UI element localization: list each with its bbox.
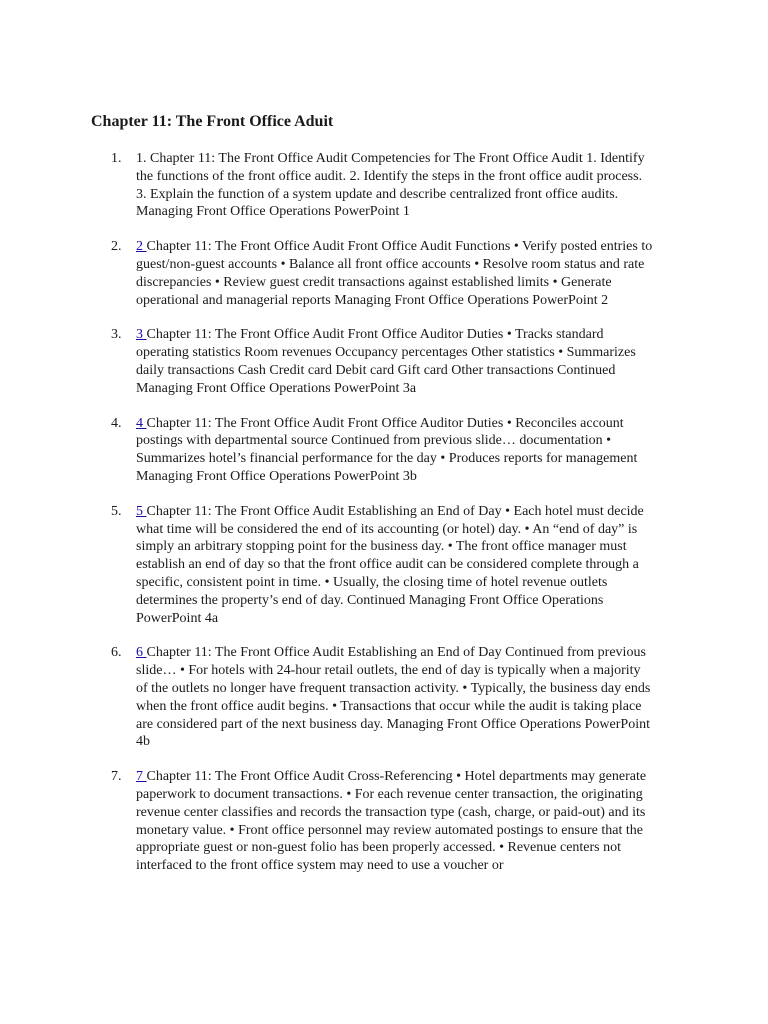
list-item-text: Chapter 11: The Front Office Audit Cross-Referencing • Hotel departments may generate paperwork to document transactions. • For each revenue center transaction, the originating revenue center classifies and records the transaction type (cash, charge, or paid-out) and its monetary value. • Front office personnel may review automated postings to ensure that the appropriate guest or non-guest folio has been properly accessed. • Revenue centers not interfaced to the front office system may need to use a voucher or: [136, 769, 647, 874]
slide-link[interactable]: 5: [136, 503, 143, 519]
list-item: [0, 150, 654, 221]
list-item-number: 7.: [111, 769, 122, 785]
slide-link[interactable]: 2: [136, 239, 143, 255]
list-item: [0, 326, 654, 397]
list-item-text: Chapter 11: The Front Office Audit Front Office Auditor Duties • Tracks standard operating statistics Room revenues Occupancy percentages Other statistics • Summarizes daily transactions Cash Credit card Debit card Gift card Other transactions Continued Managing Front Office Operations PowerPoint 3a: [136, 327, 636, 396]
list-item-text: Chapter 11: The Front Office Audit Front Office Audit Functions • Verify posted entries to guest/non-guest accounts • Balance all front office accounts • Resolve room status and rate discrepancies • Review guest credit transactions against established limits • Generate operational and managerial reports Managing Front Office Operations PowerPoint 2: [136, 239, 653, 308]
list-item: [0, 238, 654, 309]
list-item: [0, 415, 654, 486]
slide-link[interactable]: 7: [136, 769, 143, 785]
list-item-number: 6.: [111, 645, 122, 661]
list-item-number: 3.: [111, 327, 122, 343]
slide-link[interactable]: 3: [136, 327, 143, 343]
slide-link[interactable]: 4: [136, 415, 143, 431]
list-item: [0, 644, 654, 751]
list-item-text: Chapter 11: The Front Office Audit Establishing an End of Day • Each hotel must decide what time will be considered the end of its accounting (or hotel) day. • An “end of day” is simply an arbitrary stopping point for the business day. • The front office manager must establish an end of day so that the front office audit can be considered complete through a specific, consistent point in time. • Usually, the closing time of hotel revenue outlets determines the property’s end of day. Continued Managing Front Office Operations PowerPoint 4a: [136, 503, 644, 626]
list-item-number: 1.: [111, 151, 122, 166]
slide-link[interactable]: 6: [136, 645, 143, 661]
list-item-number: 2.: [111, 239, 122, 255]
document-title: Chapter 11: The Front Office Aduit: [91, 113, 334, 130]
list-item-text: 1. Chapter 11: The Front Office Audit Competencies for The Front Office Audit 1. Identify the functions of the front office audit. 2. Identify the steps in the front office audit process. 3. Explain the function of a system update and describe centralized front office audits. Managing Front Office Operations PowerPoint 1: [136, 151, 645, 220]
list-item-number: 5.: [111, 503, 122, 519]
list-item-number: 4.: [111, 415, 122, 431]
list-item: [0, 503, 654, 628]
slide-list: [0, 150, 768, 892]
list-item-text: Chapter 11: The Front Office Audit Front Office Auditor Duties • Reconciles account postings with departmental source Continued from previous slide… documentation • Summarizes hotel’s financial performance for the day • Produces reports for management Managing Front Office Operations PowerPoint 3b: [136, 415, 638, 484]
list-item: [0, 768, 654, 875]
list-item-text: Chapter 11: The Front Office Audit Establishing an End of Day Continued from previous slide… • For hotels with 24-hour retail outlets, the end of day is typically when a majority of the outlets no longer have frequent transaction activity. • Typically, the business day ends when the front office audit begins. • Transactions that occur while the audit is taking place are considered part of the next business day. Managing Front Office Operations PowerPoint 4b: [136, 645, 651, 750]
